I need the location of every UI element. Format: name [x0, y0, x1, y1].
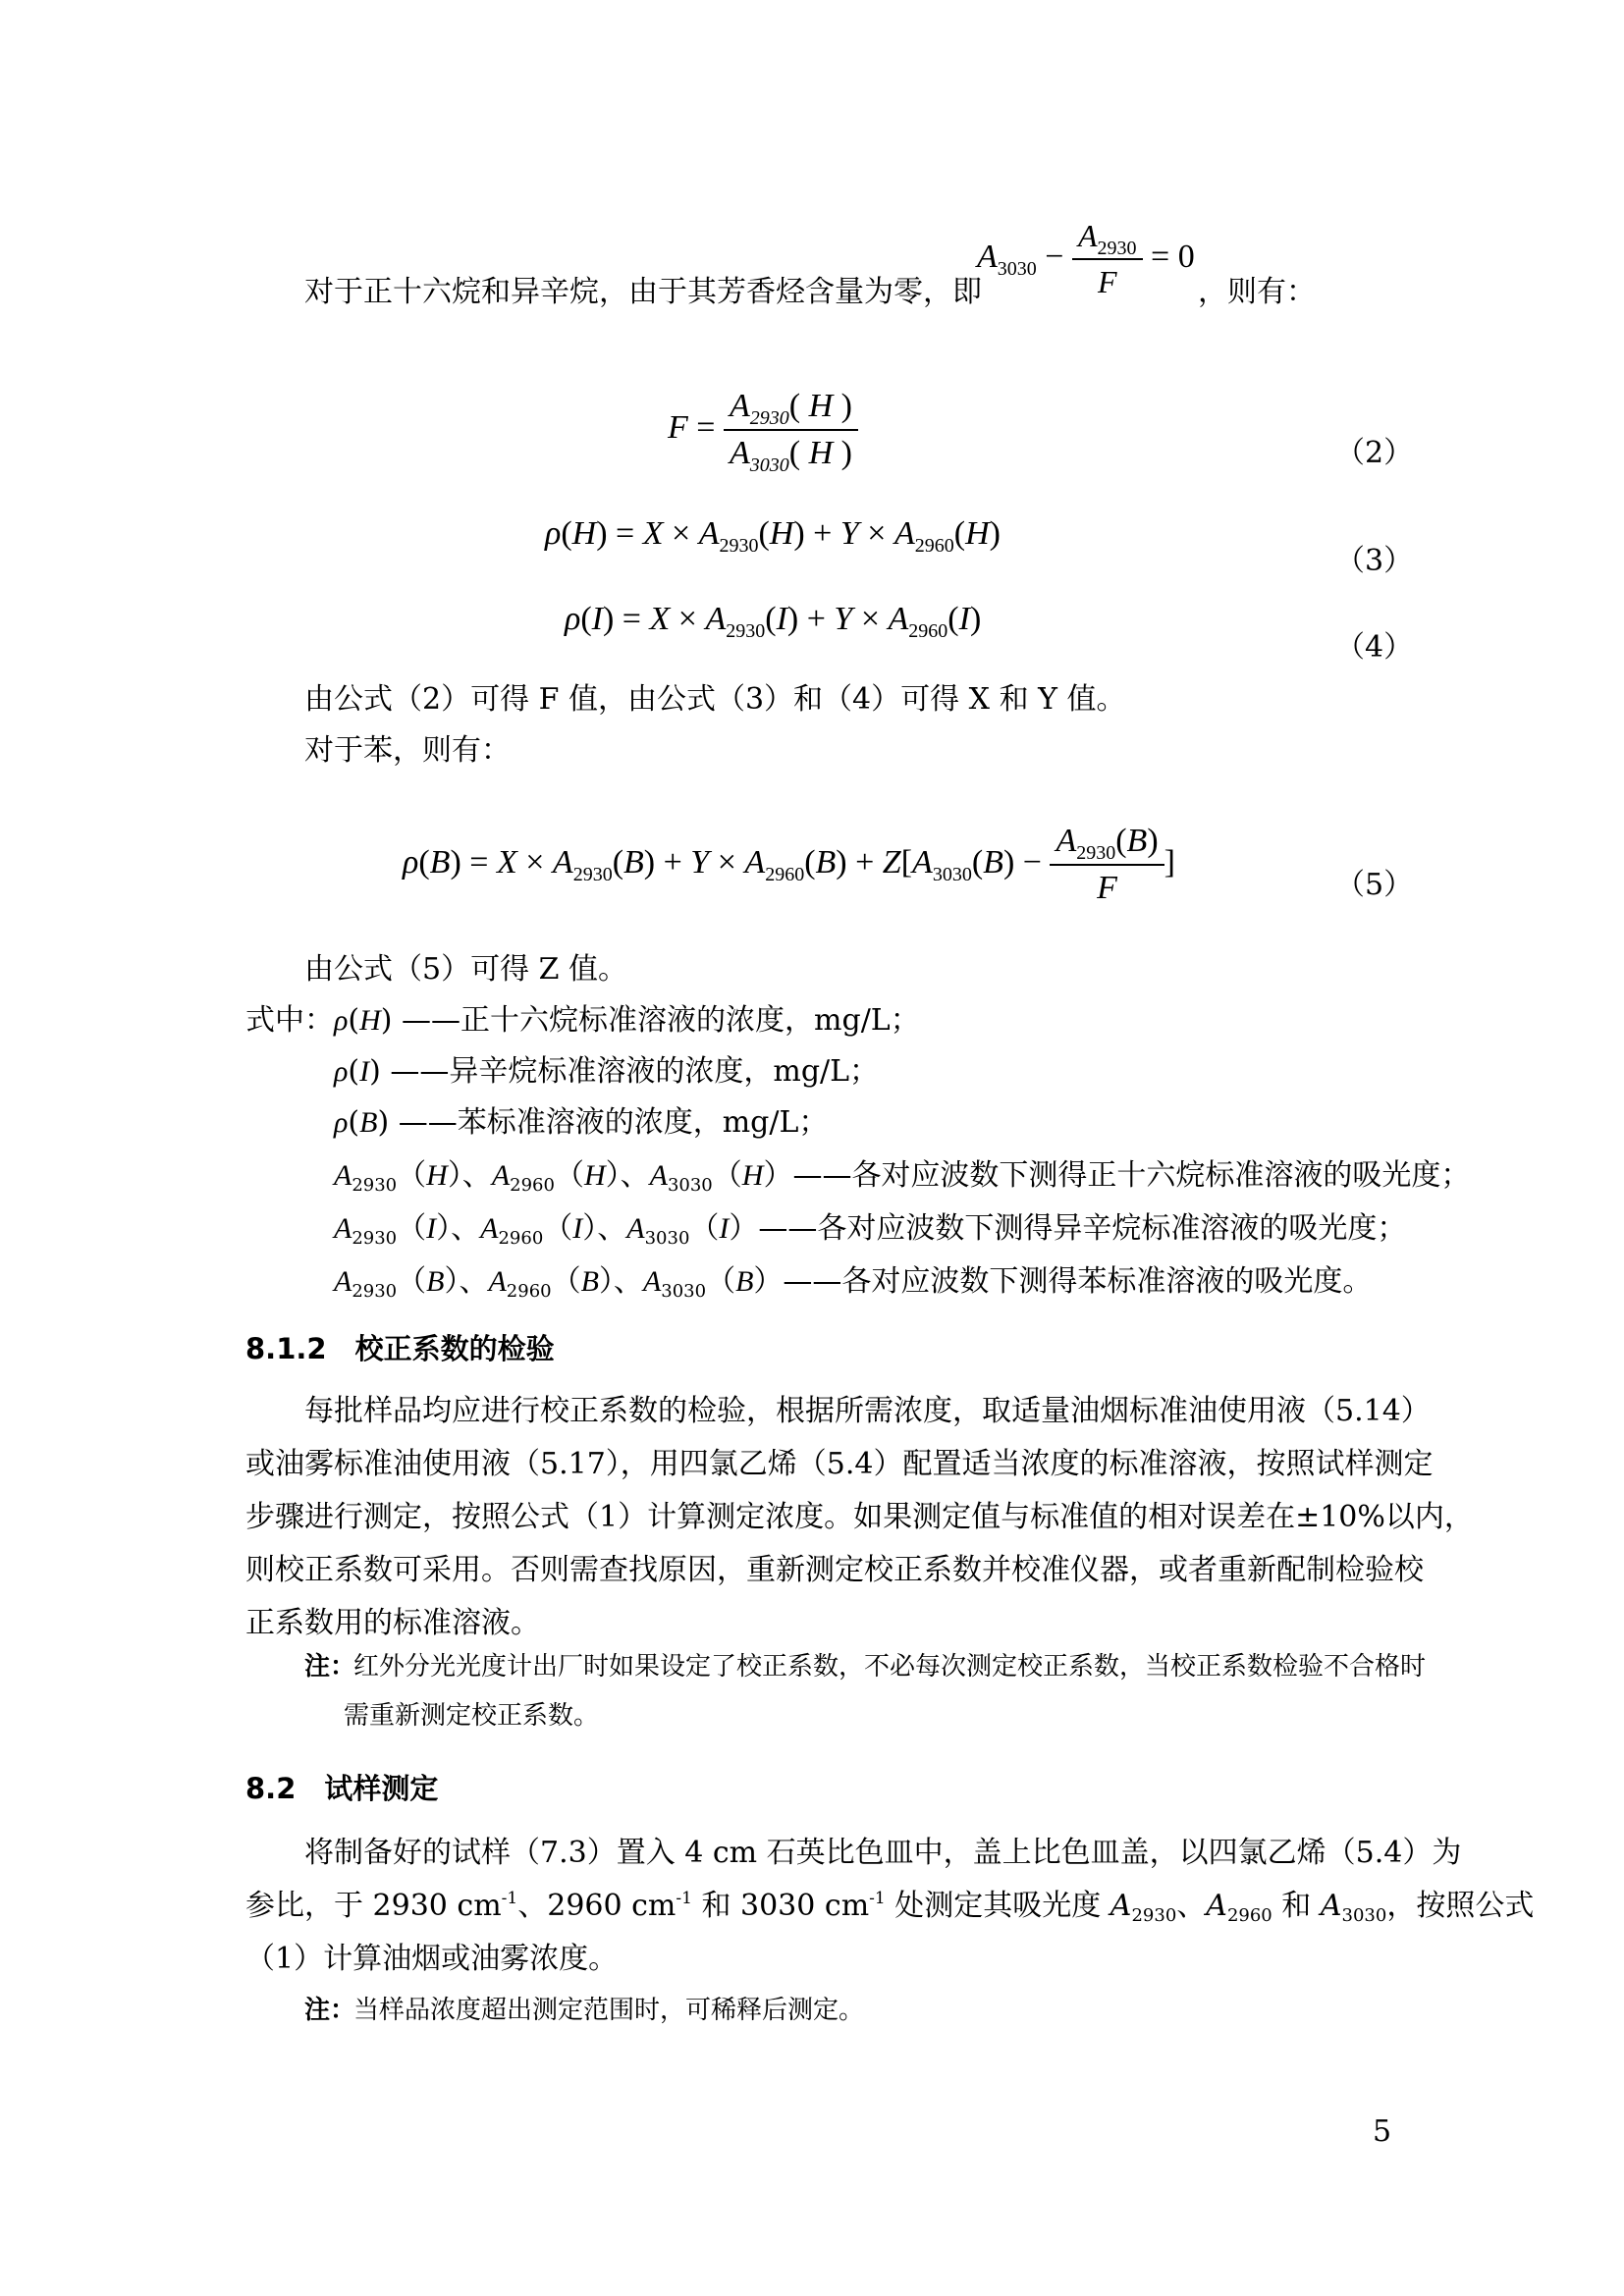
- equation-4: $\rho(I) = X \times A_{2930}(I) + Y \times A_{2960}(I)$: [565, 601, 982, 642]
- intro-text: 对于正十六烷和异辛烷，由于其芳香烃含量为零，即: [304, 275, 982, 309]
- section-82-line-2: 参比，于 2930 $cm^{-1}$、2960 $cm^{-1}$ 和 3030 $cm^{-1}$ 处测定其吸光度 $A_{2930}$、$A_{2960}$ 和 $A_{3030}$，按照公式: [245, 1889, 1535, 1926]
- section-82-line-1: 将制备好的试样（7.3）置入 4 cm 石英比色皿中，盖上比色皿盖，以四氯乙烯（5.4）为: [304, 1836, 1462, 1870]
- note-812-line-2: 需重新测定校正系数。: [344, 1701, 600, 1731]
- where-item-a-h: $A_{2930}(H)$、$A_{2960}(H)$、$A_{3030}(H)——$各对应波数下测得正十六烷标准溶液的吸光度；: [334, 1158, 1471, 1196]
- inline-equation-aromatic-zero: $A_{3030}$ − $\frac{A_{2930}}{F}$ = 0: [977, 218, 1195, 299]
- section-812-line-5: 正系数用的标准溶液。: [245, 1606, 540, 1640]
- where-item-rho-i: ρ(I) ——异辛烷标准溶液的浓度，mg/L；: [334, 1054, 880, 1089]
- where-item-a-i: $A_{2930}(I)$、$A_{2960}(I)$、$A_{3030}(I)——$各对应波数下测得异辛烷标准溶液的吸光度；: [334, 1211, 1407, 1249]
- intro-text-after: ，则有：: [1198, 275, 1316, 309]
- where-label: 式中：: [245, 1003, 334, 1038]
- equation-5-number: （5）: [1335, 868, 1414, 902]
- section-heading-8-1-2: 8.1.2 校正系数的检验: [245, 1332, 555, 1365]
- equation-3-number: （3）: [1335, 544, 1414, 578]
- equation-2: F = $\frac{A_{2930}( H )}{A_{3030}( H )}$: [668, 388, 858, 472]
- note-82: 当样品浓度超出测定范围时，可稀释后测定。: [353, 1996, 865, 2025]
- section-812-line-2: 或油雾标准油使用液（5.17），用四氯乙烯（5.4）配置适当浓度的标准溶液，按照试样测定: [245, 1447, 1434, 1481]
- where-item-rho-b: ρ(B) ——苯标准溶液的浓度，mg/L；: [334, 1105, 829, 1140]
- section-812-line-4: 则校正系数可采用。否则需查找原因，重新测定校正系数并校准仪器，或者重新配制检验校: [245, 1553, 1424, 1587]
- equation-5: $\rho(B) = X \times A_{2930}(B) + Y \times A_{2960}(B) + Z[A_{3030}(B)$ − $\frac{A_{2930}(B)}{F}$ ]: [403, 823, 1175, 906]
- note-812-line-1: 红外分光光度计出厂时如果设定了校正系数，不必每次测定校正系数，当校正系数检验不合格时: [353, 1652, 1427, 1682]
- where-item-rho-h: ρ(H) ——正十六烷标准溶液的浓度，mg/L；: [334, 1003, 920, 1038]
- section-812-line-3: 步骤进行测定，按照公式（1）计算测定浓度。如果测定值与标准值的相对误差在±10%以内，: [245, 1500, 1474, 1534]
- section-heading-8-2: 8.2 试样测定: [245, 1772, 439, 1805]
- where-item-a-b: $A_{2930}(B)$、$A_{2960}(B)$、$A_{3030}(B)——$各对应波数下测得苯标准溶液的吸光度。: [334, 1264, 1373, 1302]
- section-82-line-3: （1）计算油烟或油雾浓度。: [245, 1942, 619, 1976]
- equation-4-number: （4）: [1335, 630, 1414, 665]
- section-812-line-1: 每批样品均应进行校正系数的检验，根据所需浓度，取适量油烟标准油使用液（5.14）: [304, 1394, 1431, 1428]
- note-label-82: 注：: [304, 1996, 356, 2025]
- text-z: 由公式（5）可得 Z 值。: [304, 952, 628, 987]
- text-benzene: 对于苯，则有：: [304, 733, 511, 768]
- equation-3: $\rho(H) = X \times A_{2930}(H) + Y \times A_{2960}(H)$: [545, 515, 1001, 557]
- equation-2-number: （2）: [1335, 436, 1414, 470]
- text-f-x-y: 由公式（2）可得 F 值，由公式（3）和（4）可得 X 和 Y 值。: [304, 682, 1126, 717]
- page-number: 5: [1373, 2114, 1392, 2149]
- note-label-812: 注：: [304, 1652, 356, 1682]
